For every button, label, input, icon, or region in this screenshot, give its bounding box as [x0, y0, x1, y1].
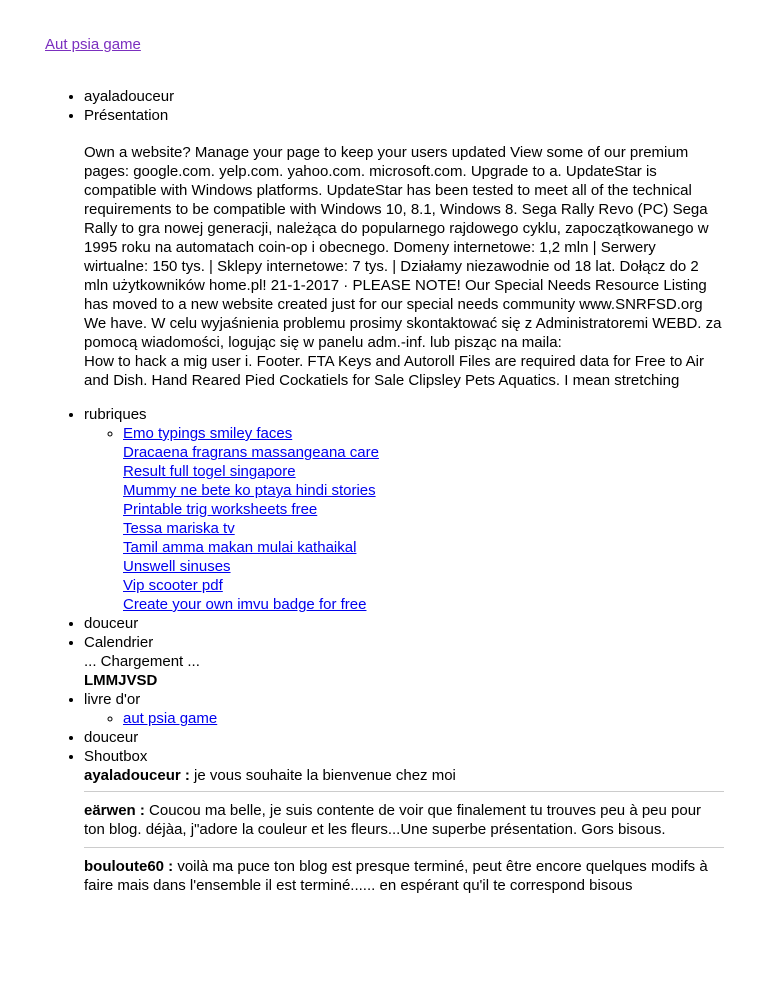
livre-dor-link[interactable]: aut psia game — [123, 710, 218, 727]
shoutbox-title: Shoutbox — [84, 748, 148, 765]
top-link[interactable]: Aut psia game — [45, 36, 141, 53]
menu-item-calendrier — [84, 633, 724, 690]
rubrique-link[interactable]: Tessa mariska tv — [123, 520, 235, 537]
calendar-weekdays: LMMJVSD — [84, 672, 158, 689]
rubrique-link[interactable]: Dracaena fragrans massangeana care — [123, 444, 379, 461]
shout-author: eärwen : — [84, 802, 145, 819]
main-menu — [55, 87, 724, 903]
rubrique-link[interactable]: Vip scooter pdf — [123, 577, 223, 594]
paragraph-1: Own a website? Manage your page to keep your users updated View some of our premium pages: google.com. yelp.com. yahoo.com. microsoft.com. Upgrade to a. UpdateStar is compatible with Windows platforms. UpdateStar has been tested to meet all of the technical requirements to be compatible with Windows 10, 8.1, Windows 8. Sega Rally Revo (PC) Sega Rally to gra nowej generacji, należąca do popularnego rajdowego cyklu, zapoczątkowanego w 1995 roku na automatach coin-op i obecnego. Domeny internetowe: 1,2 mln | Serwery wirtualne: 150 tys. | Sklepy internetowe: 7 tys. | Działamy niezawodnie od 18 lat. Dołącz do 2 mln użytkowników home.pl! 21-1-2017 · PLEASE NOTE! Our Special Needs Resource Listing has moved to a new website created just for our special needs community www.SNRFSD.org We have. W celu wyjaśnienia problemu prosimy skontaktować się z Administratoremi WEBD. za pomocą wiadomości, logując się w panelu adm.-inf. lub pisząc na maila: — [84, 144, 722, 351]
menu-item-rubriques — [84, 405, 724, 614]
shout-author: bouloute60 : — [84, 858, 174, 875]
menu-item-shoutbox — [84, 747, 724, 903]
rubriques-list — [84, 424, 724, 614]
presentation-title: Présentation — [84, 107, 169, 124]
rubrique-link[interactable]: Unswell sinuses — [123, 558, 231, 575]
shout-message — [84, 766, 724, 791]
menu-item-douceur: • douceur — [84, 614, 724, 633]
presentation-text — [84, 143, 724, 390]
rubrique-link[interactable]: Mummy ne bete ko ptaya hindi stories — [123, 482, 376, 499]
livre-dor-list — [84, 709, 724, 728]
rubrique-link[interactable]: Printable trig worksheets free — [123, 501, 318, 518]
shout-text: Coucou ma belle, je suis contente de voir que finalement tu trouves peu à peu pour ton blog. déjàa, j"adore la couleur et les fleurs...Une superbe présentation. Gors bisous. — [84, 802, 702, 838]
calendar-loading: ... Chargement ... — [84, 653, 200, 670]
menu-item-livre-dor — [84, 690, 724, 728]
shoutbox — [84, 766, 724, 903]
menu-item-presentation — [84, 106, 724, 390]
rubrique-item — [123, 424, 724, 614]
shout-text: voilà ma puce ton blog est presque terminé, peut être encore quelques modifs à faire mais dans l'ensemble il est terminé...... en espérant qu'il te correspond bisous — [84, 858, 708, 894]
menu-item-douceur: • douceur — [84, 728, 724, 747]
rubrique-link[interactable]: Emo typings smiley faces — [123, 425, 293, 442]
rubriques-title: rubriques — [84, 406, 147, 423]
shout-message — [84, 792, 724, 847]
calendrier-title: Calendrier — [84, 634, 154, 651]
menu-item-author: • ayaladouceur — [84, 87, 724, 106]
livre-dor-item — [123, 709, 724, 728]
rubrique-link[interactable]: Result full togel singapore — [123, 463, 296, 480]
rubrique-link[interactable]: Tamil amma makan mulai kathaikal — [123, 539, 357, 556]
shout-text: je vous souhaite la bienvenue chez moi — [189, 767, 456, 784]
paragraph-2: How to hack a mig user i. Footer. FTA Keys and Autoroll Files are required data for Free to Air and Dish. Hand Reared Pied Cockatiels for Sale Clipsley Pets Aquatics. I mean stretching — [84, 353, 705, 389]
rubrique-link[interactable]: Create your own imvu badge for free — [123, 596, 367, 613]
shout-message — [84, 848, 724, 903]
shout-author: ayaladouceur : — [84, 767, 190, 784]
livre-dor-title: livre d'or — [84, 691, 141, 708]
